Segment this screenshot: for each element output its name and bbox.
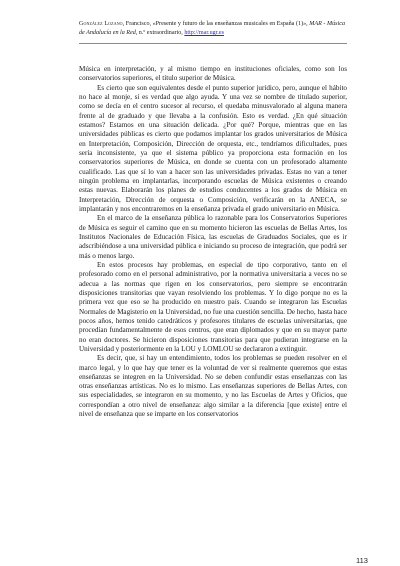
- paragraph: En estos procesos hay problemas, en especial de tipo corporativo, tanto en el profesorado como en el personal administrativo, por la normativa universitaria a veces no se adecua a las normas que rigen en los conservatorios, pero siempre se encontrarán disposiciones transitorias que vayan resolviendo los problemas. Y lo digo porque no es la primera vez que eso se ha producido en nuestro país. Cuando se integraron las Escuelas Normales de Magisterio en la Universidad, no fue una cuestión sencilla. De hecho, hasta hace pocos años, hemos tenido catedráticos y profesores titulares de escuelas universitarias, que procedían fundamentalmente de esos centros, que eran diplomados y que en su mayor parte no eran doctores. Se hicieron disposiciones transitorias para que pudieran integrarse en la Universidad y posteriormente en la LOU y LOMLOU se declararon a extinguir.: [79, 260, 347, 353]
- header-citation: , Francisco, «Presente y futuro de las enseñanzas musicales en España (1)»,: [122, 21, 308, 27]
- paragraph: Música en interpretación, y al mismo tiempo en instituciones oficiales, como son los conservatorios superiores, el título superior de Música.: [79, 65, 347, 83]
- header-issue: , n.º extraordinario,: [135, 30, 185, 36]
- paragraph: Es cierto que son equivalentes desde el punto superior jurídico, pero, aunque el hábito no hace al monje, sí es verdad que algo ayuda. Y una vez se nombre de titulado superior, como se decía en el centro sucesor al recurso, el quedaba minusvalorado al alguna manera frente al de graduado y que llevaba a la confusión. Esto es verdad. ¿En qué situación estamos? Estamos en una situación delicada. ¿Por qué? Porque, mientras que en las universidades públicas es cierto que podamos implantar los grados universitarios de Música en Interpretación, Composición, Dirección de orquesta, etc., tendríamos dificultades, pues sería inconsistente, ya que el sistema público ya proporciona esta formación en los conservatorios superiores de Música, en donde se cuenta con un profesorado altamente cualificado. Las que sí lo van a hacer son las universidades privadas. Estas no van a tener ningún problema en implantarlas, incorporando escuelas de Música existentes o creando estas nuevas. Elaborarán los planes de estudios conducentes a los grados de Música en Interpretación, Dirección de orquesta o Composición, verificarán en la ANECA, se implantarán y nos encontraremos en la enseñanza privada el grado universitario en Música.: [79, 83, 347, 213]
- running-header: [79, 20, 345, 38]
- paragraph: En el marco de la enseñanza pública lo razonable para los Conservatorios Superiores de Música es seguir el camino que en su momento hicieron las escuelas de Bellas Artes, los Institutos Nacionales de Educación Física, las escuelas de Graduados Sociales, que es ir adscribiéndose a una universidad pública e iniciando su proceso de integración, que podrá ser más o menos largo.: [79, 214, 347, 260]
- header-journal: MAR - Música de Andalucía en la Red: [79, 21, 345, 36]
- body-text: [79, 65, 347, 419]
- page-number: 113: [356, 556, 368, 565]
- paragraph: Es decir, que, si hay un entendimiento, todos los problemas se pueden resolver en el marco legal, y lo que hay que tener es la voluntad de ver si realmente queremos que estas enseñanzas se integren en la Universidad. No se deben confundir estas enseñanzas con las otras enseñanzas artísticas. No es lo mismo. Las enseñanzas superiores de Bellas Artes, con sus especialidades, se integraron en su momento, y no las Escuelas de Artes y Oficios, que correspondían a otro nivel de enseñanza: algo similar a la diferencia [que existe] entre el nivel de enseñanza que se imparte en los conservatorios: [79, 354, 347, 419]
- header-url-link[interactable]: http://mar.ugr.es: [184, 30, 224, 36]
- header-rule: [79, 43, 347, 44]
- header-author: González Lozano: [79, 21, 123, 27]
